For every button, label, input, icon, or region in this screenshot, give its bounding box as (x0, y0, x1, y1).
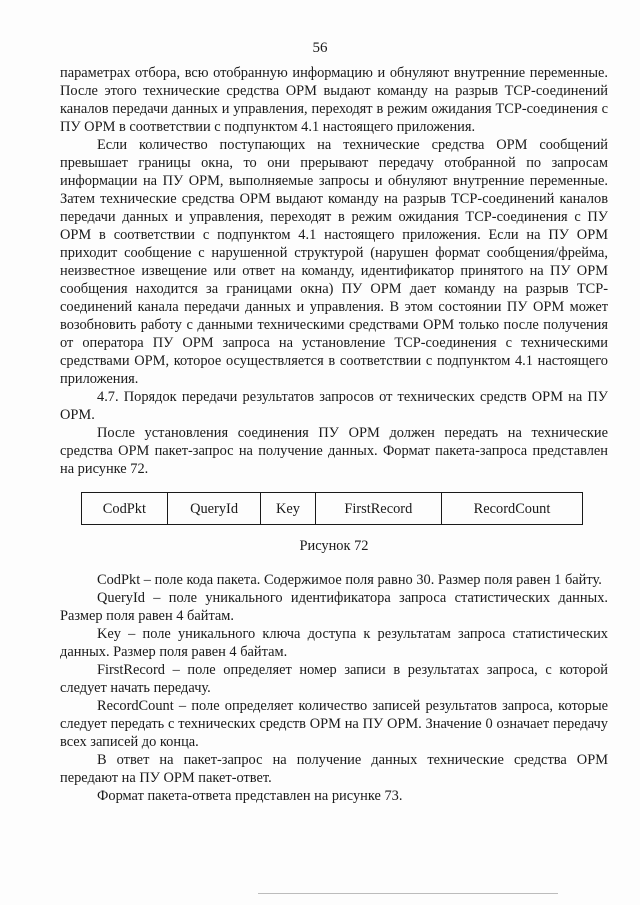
paragraph: После установления соединения ПУ ОРМ должен передать на технические средства ОРМ пакет-запрос на получение данных. Формат пакета-запроса представлен на рисунке 72. (60, 425, 608, 477)
table-row (82, 493, 583, 525)
packet-format-table (81, 492, 583, 525)
page-bottom-rule (258, 893, 558, 894)
field-description-firstrecord: FirstRecord – поле определяет номер записи в результатах запроса, с которой следует начать передачу. (60, 662, 608, 696)
figure-caption: Рисунок 72 (299, 538, 369, 554)
table-cell-recordcount: RecordCount (442, 493, 583, 525)
table-cell-key: Key (261, 493, 315, 525)
section-heading: 4.7. Порядок передачи результатов запросов от технических средств ОРМ на ПУ ОРМ. (60, 389, 608, 423)
table-cell-codpkt: CodPkt (82, 493, 168, 525)
field-description-queryid: QueryId – поле уникального идентификатора запроса статистических данных. Размер поля равен 4 байтам. (60, 590, 608, 624)
paragraph: параметрах отбора, всю отобранную информацию и обнуляют внутренние переменные. После этого технические средства ОРМ выдают команду на разрыв TCP-соединений каналов передачи данных и управления, переходят в режим ожидания TCP-соединения с ПУ ОРМ в соответствии с подпунктом 4.1 настоящего приложения. (60, 65, 608, 135)
paragraphs-before-figure (60, 64, 608, 478)
table-cell-queryid: QueryId (167, 493, 261, 525)
document-body (60, 64, 608, 805)
paragraph: Формат пакета-ответа представлен на рисунке 73. (97, 788, 403, 804)
paragraph: В ответ на пакет-запрос на получение данных технические средства ОРМ передают на ПУ ОРМ пакет-ответ. (60, 752, 608, 786)
table-cell-firstrecord: FirstRecord (315, 493, 441, 525)
field-description-key: Key – поле уникального ключа доступа к результатам запроса статистических данных. Размер поля равен 4 байтам. (60, 626, 608, 660)
paragraphs-after-figure (60, 571, 608, 805)
paragraph: Если количество поступающих на технические средства ОРМ сообщений превышает границы окна, то они прерывают передачу отобранной по запросам информации на ПУ ОРМ, выполняемые запросы и обнуляют внутренние переменные. Затем технические средства ОРМ выдают команду на разрыв TCP-соединений каналов передачи данных и управления, переходят в режим ожидания TCP-соединения с ПУ ОРМ в соответствии с подпунктом 4.1 настоящего приложения. Если на ПУ ОРМ приходит сообщение с нарушенной структурой (нарушен формат сообщения/фрейма, неизвестное извещение или ответ на команду, идентификатор принятого на ПУ ОРМ сообщения находится за границами окна) ПУ ОРМ дает команду на разрыв TCP-соединений канала передачи данных и управления. В этом состоянии ПУ ОРМ может возобновить работу с данными техническими средствами ОРМ только после получения от оператора ПУ ОРМ запроса на установление TCP-соединения с техническими средствами ОРМ, которое осуществляется в соответствии с подпунктом 4.1 настоящего приложения. (60, 137, 608, 387)
field-description-codpkt: CodPkt – поле кода пакета. Содержимое поля равно 30. Размер поля равен 1 байту. (97, 572, 602, 588)
page-number: 56 (312, 40, 328, 56)
field-description-recordcount: RecordCount – поле определяет количество записей результатов запроса, которые следует передать с технических средств ОРМ на ПУ ОРМ. Значение 0 означает передачу всех записей до конца. (60, 698, 608, 750)
